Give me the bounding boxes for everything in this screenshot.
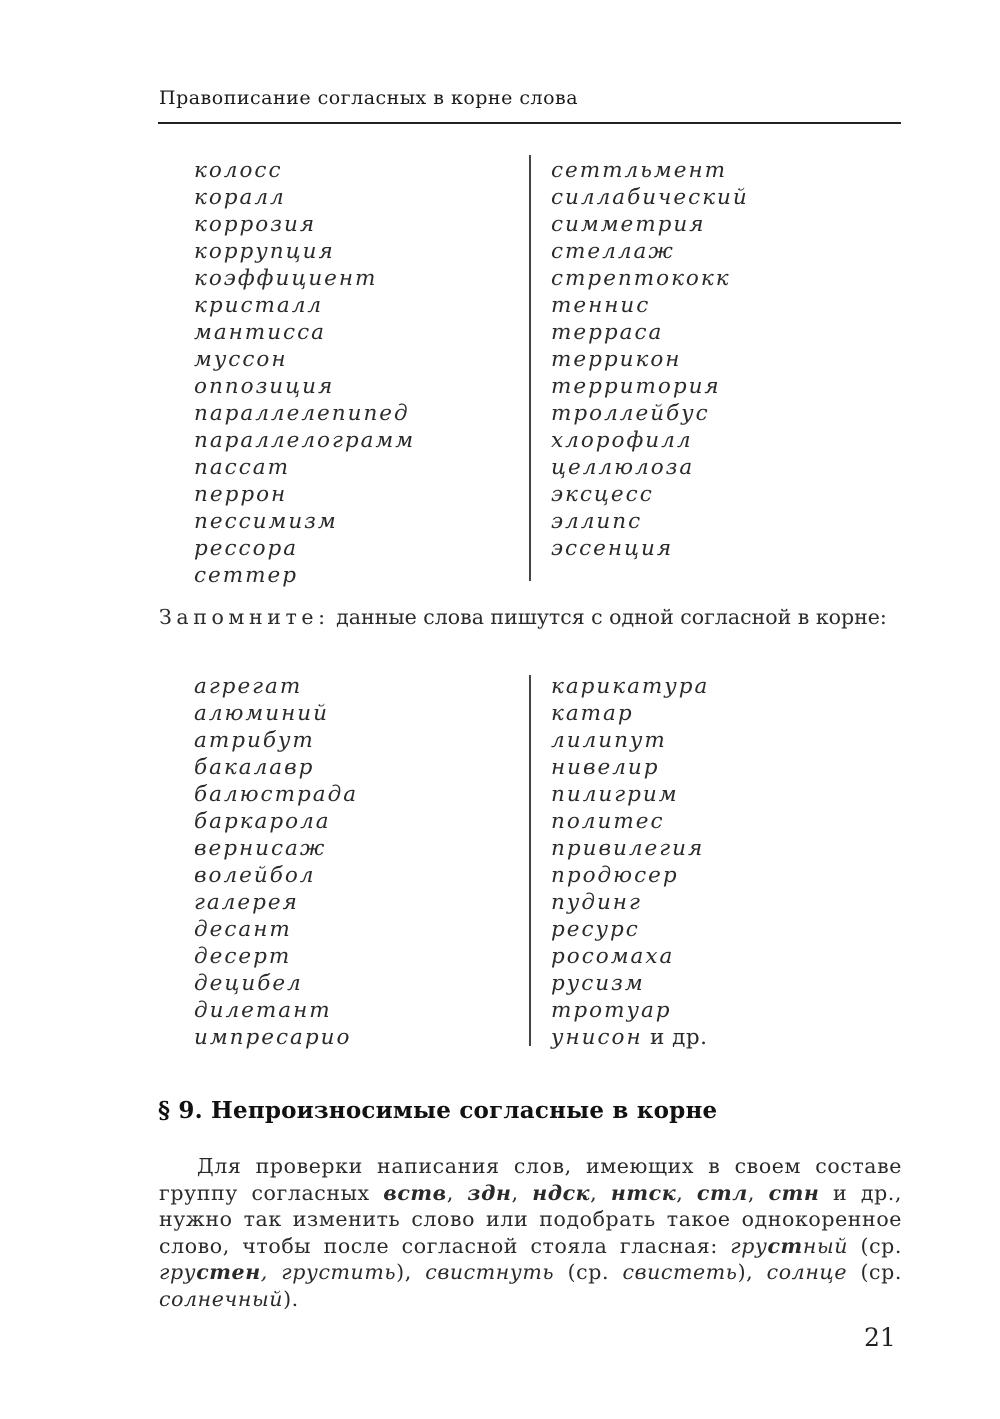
paragraph-run: ,	[260, 1260, 282, 1284]
word-term: русизм	[551, 971, 645, 996]
word-term: ресурс	[551, 917, 640, 942]
paragraph-run: свистнуть	[425, 1260, 555, 1284]
word-term: катар	[551, 701, 634, 726]
word-list-item	[194, 700, 358, 727]
word-list-item	[551, 508, 749, 535]
word-list-item	[194, 319, 415, 346]
paragraph-run: ),	[396, 1260, 426, 1284]
word-term: дилетант	[194, 998, 332, 1023]
paragraph-run: свистеть	[622, 1260, 738, 1284]
word-term: троллейбус	[551, 401, 710, 426]
word-term: кристалл	[194, 293, 324, 318]
paragraph-run: ,	[747, 1180, 769, 1205]
word-list-item	[194, 808, 358, 835]
paragraph-run: гру	[159, 1260, 197, 1284]
word-term: параллелограмм	[194, 428, 416, 453]
remember-text: данные слова пишутся с одной согласной в корне:	[329, 605, 887, 629]
word-term: волейбол	[194, 863, 316, 888]
word-term: тротуар	[551, 998, 672, 1023]
word-list-item	[194, 265, 415, 292]
word-term: муссон	[194, 347, 288, 372]
word-list-item	[551, 265, 749, 292]
double-consonant-list-right	[551, 157, 749, 562]
word-list-item	[194, 346, 415, 373]
word-term: нивелир	[551, 755, 660, 780]
header-rule	[158, 122, 901, 124]
paragraph-run: ст	[767, 1233, 803, 1258]
word-term: агрегат	[194, 674, 303, 699]
word-term: лилипут	[551, 728, 667, 753]
word-list-item	[194, 454, 415, 481]
word-term: коралл	[194, 185, 286, 210]
single-consonant-list-right	[551, 673, 709, 1051]
word-term: росомаха	[551, 944, 675, 969]
paragraph-run: Для проверки написания слов, имеющих в своем составе группу согласных	[159, 1154, 902, 1205]
paragraph-run: солнце	[766, 1260, 848, 1284]
word-term: мантисса	[194, 320, 326, 345]
word-list-item	[551, 889, 709, 916]
paragraph-run: н	[245, 1260, 261, 1284]
column-divider	[529, 675, 531, 1046]
word-list-item	[551, 211, 749, 238]
word-term: пилигрим	[551, 782, 679, 807]
paragraph-run: гру	[730, 1233, 768, 1258]
word-term: импресарио	[194, 1025, 352, 1050]
word-list-item	[194, 727, 358, 754]
paragraph-run: ),	[737, 1260, 767, 1284]
word-term: эксцесс	[551, 482, 654, 507]
word-term: силлабический	[551, 185, 749, 210]
word-term: терраса	[551, 320, 664, 345]
word-list-item	[194, 781, 358, 808]
word-term: теннис	[551, 293, 651, 318]
word-list-item	[551, 997, 709, 1024]
word-term: оппозиция	[194, 374, 335, 399]
paragraph-run: (ср.	[554, 1260, 623, 1284]
word-list-item	[194, 427, 415, 454]
word-term: продюсер	[551, 863, 679, 888]
word-list-item	[194, 835, 358, 862]
word-list-item	[194, 157, 415, 184]
word-list-item	[194, 535, 415, 562]
paragraph-run: (ср.	[848, 1233, 902, 1258]
word-term: хлорофилл	[551, 428, 693, 453]
word-list-item	[194, 508, 415, 535]
word-list-item	[194, 373, 415, 400]
word-term: эллипс	[551, 509, 643, 534]
word-term: карикатура	[551, 674, 710, 699]
paragraph-run: ,	[676, 1180, 697, 1205]
paragraph-run: ,	[446, 1180, 468, 1205]
word-term: пассат	[194, 455, 290, 480]
word-list-item	[551, 727, 709, 754]
word-list-item	[551, 754, 709, 781]
word-term: баркарола	[194, 809, 331, 834]
word-list-item	[194, 916, 358, 943]
word-list-item	[551, 970, 709, 997]
word-term: целлюлоза	[551, 455, 695, 480]
word-list-item	[194, 970, 358, 997]
word-list-item	[551, 916, 709, 943]
word-list-item	[194, 889, 358, 916]
word-list-item	[551, 700, 709, 727]
paragraph-run: здн	[467, 1180, 512, 1205]
word-list-item	[194, 754, 358, 781]
word-term: колосс	[194, 158, 283, 183]
word-list-item	[551, 346, 749, 373]
word-list-item	[194, 481, 415, 508]
paragraph-run: ,	[511, 1180, 533, 1205]
paragraph-run: ).	[283, 1286, 299, 1311]
word-term: пудинг	[551, 890, 642, 915]
word-term: коррупция	[194, 239, 335, 264]
double-consonant-list-left	[194, 157, 415, 589]
word-list-item	[551, 157, 749, 184]
word-list-item	[194, 997, 358, 1024]
word-list-item	[551, 184, 749, 211]
paragraph-run: солнечный	[159, 1286, 284, 1311]
paragraph-run: стл	[696, 1180, 748, 1205]
word-term: вернисаж	[194, 836, 327, 861]
word-list-item	[551, 535, 749, 562]
word-list-item	[551, 454, 749, 481]
word-list-item	[551, 943, 709, 970]
paragraph-run: (ср.	[847, 1260, 902, 1284]
word-list-item	[551, 835, 709, 862]
word-list-item	[551, 481, 749, 508]
word-term: галерея	[194, 890, 299, 915]
word-list-item	[194, 562, 415, 589]
word-list-item	[551, 808, 709, 835]
word-list-item	[551, 862, 709, 889]
word-list-item	[551, 238, 749, 265]
word-list-item	[194, 673, 358, 700]
paragraph-run: нтск	[610, 1180, 677, 1205]
word-list-item	[551, 373, 749, 400]
paragraph-run: сте	[196, 1260, 246, 1284]
word-list-item	[194, 238, 415, 265]
word-list-item	[194, 943, 358, 970]
word-list-item	[551, 319, 749, 346]
paragraph-run: и др., нужно так изменить слово или подобрать такое однокоренное слово, чтобы после согласной стояла гласная:	[159, 1180, 903, 1258]
word-list-item	[551, 673, 709, 700]
word-list-item	[194, 211, 415, 238]
word-term: сеттер	[194, 563, 299, 588]
word-list-item	[551, 781, 709, 808]
word-term: рессора	[194, 536, 299, 561]
word-term: десерт	[194, 944, 292, 969]
word-term: децибел	[194, 971, 303, 996]
running-title: Правописание согласных в корне слова	[159, 87, 579, 109]
word-term: территория	[551, 374, 721, 399]
word-term: коэффициент	[194, 266, 378, 291]
word-suffix: и др.	[642, 1025, 708, 1050]
word-term: бакалавр	[194, 755, 315, 780]
word-term: эссенция	[551, 536, 674, 561]
page-number: 21	[864, 1323, 896, 1352]
word-term: коррозия	[194, 212, 317, 237]
paragraph-run: грустить	[281, 1260, 397, 1284]
word-list-item	[551, 427, 749, 454]
paragraph-run: ный	[802, 1233, 849, 1258]
section-heading: § 9. Непроизносимые согласные в корне	[158, 1097, 718, 1124]
word-term: террикон	[551, 347, 682, 372]
word-term: стеллаж	[551, 239, 675, 264]
word-term: алюминий	[194, 701, 329, 726]
word-list-item	[551, 292, 749, 319]
word-term: параллелепипед	[194, 401, 410, 426]
paragraph-run: вств	[383, 1180, 447, 1205]
word-term: балюстрада	[194, 782, 359, 807]
word-list-item	[551, 1024, 709, 1051]
word-list-item	[194, 862, 358, 889]
word-term: привилегия	[551, 836, 705, 861]
rule-paragraph	[159, 1153, 902, 1312]
paragraph-run: ,	[590, 1180, 611, 1205]
paragraph-run: ндск	[532, 1180, 591, 1205]
word-list-item	[194, 292, 415, 319]
word-term: пессимизм	[194, 509, 338, 534]
word-term: унисон	[551, 1025, 643, 1050]
word-term: атрибут	[194, 728, 315, 753]
word-term: перрон	[194, 482, 288, 507]
paragraph-run: стн	[768, 1180, 820, 1205]
word-list-item	[194, 400, 415, 427]
word-term: стрептококк	[551, 266, 731, 291]
word-term: симметрия	[551, 212, 706, 237]
word-list-item	[551, 400, 749, 427]
word-list-item	[194, 1024, 358, 1051]
column-divider	[529, 155, 531, 581]
word-term: сеттльмент	[551, 158, 728, 183]
word-term: десант	[194, 917, 292, 942]
word-term: политес	[551, 809, 665, 834]
remember-label: Запомните:	[159, 605, 330, 629]
remember-note	[159, 604, 902, 631]
single-consonant-list-left	[194, 673, 358, 1051]
word-list-item	[194, 184, 415, 211]
